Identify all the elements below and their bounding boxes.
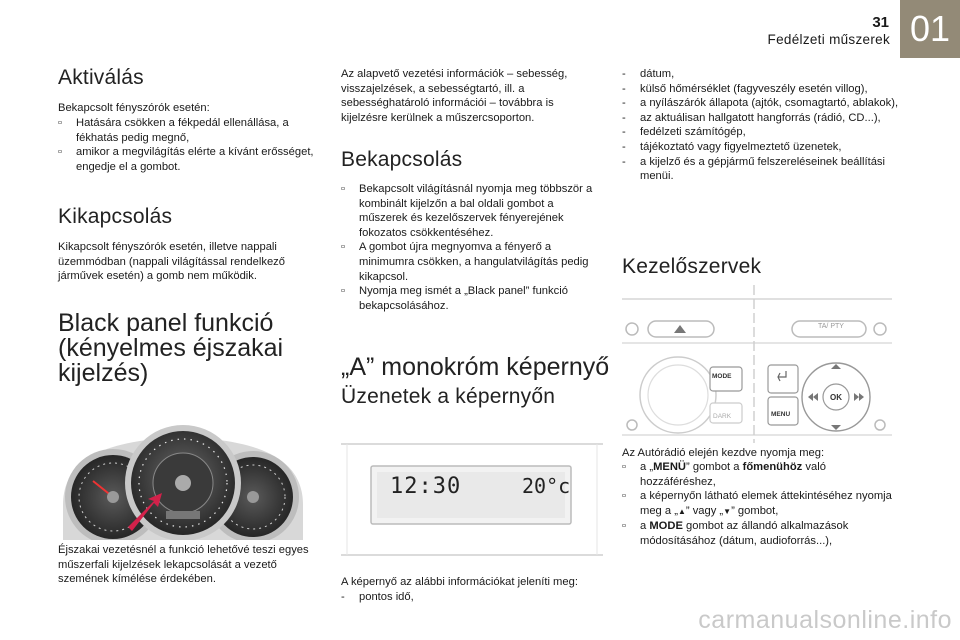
black-panel-caption: Éjszakai vezetésnél a funkció lehetővé teszi egyes műszerfali kijelzések lekapcsolását a vezető szemének kímélése érdekében. [58, 544, 309, 586]
chapter-tab: 01 [900, 0, 960, 58]
list-item: ▫ a MODE gombot az állandó alkalmazások módosításához (dátum, audioforrás...), [622, 520, 849, 547]
list-item: ▫ amikor a megvilágítás elérte a kívánt erősséget, engedje el a gombot. [58, 146, 314, 173]
screen-info-list [622, 67, 902, 184]
ta-pty-label: TA/ PTY [818, 323, 844, 330]
down-arrow-icon: ▼ [723, 506, 732, 516]
basic-info-text: Az alapvető vezetési információk – sebesség, visszajelzések, a sebességtartó, ill. a sebességhatároló információi – továbbra is kijelzésre kerülnek a műszercsoporton. [341, 68, 568, 124]
display-clock: 12:30 [390, 474, 462, 499]
list-item: - tájékoztató vagy figyelmeztető üzenetek, [622, 140, 842, 153]
dash-marker: - [341, 591, 345, 603]
dash-marker: - [622, 82, 626, 95]
list-item: ▫ A gombot újra megnyomva a fényerő a minimumra csökken, a hangulatvilágítás pedig kikapcsol. [341, 241, 589, 283]
mono-screen-heading: „A” monokróm képernyő [341, 353, 610, 381]
page-number: 31 [872, 14, 889, 31]
ok-label: OK [830, 393, 842, 402]
bullet-icon: ▫ [58, 117, 62, 129]
list-item: - pontos idő, [341, 591, 414, 603]
off-heading: Kikapcsolás [58, 205, 173, 228]
list-item: - az aktuálisan hallgatott hangforrás (rádió, CD...), [622, 111, 881, 124]
bullet-icon: ▫ [622, 490, 626, 503]
controls-heading: Kezelőszervek [622, 255, 762, 278]
radio-control-panel-illustration [622, 285, 892, 443]
up-arrow-icon: ▲ [677, 506, 686, 516]
activation-heading: Aktiválás [58, 66, 144, 89]
menu-label: MENU [771, 411, 791, 418]
watermark: carmanualsonline.info [698, 606, 952, 634]
mode-label: MODE [712, 373, 732, 380]
list-item: - a nyílászárók állapota (ajtók, csomagtartó, ablakok), [622, 97, 899, 110]
screen-info-intro: A képernyő az alábbi információkat jeleníti meg: [341, 576, 578, 588]
display-temperature: 20°c [522, 474, 571, 498]
dark-label: DARK [713, 413, 732, 420]
controls-list [622, 460, 894, 549]
list-item: ▫ Nyomja meg ismét a „Black panel” funkció bekapcsolásához. [341, 285, 568, 312]
list-item: - fedélzeti számítógép, [622, 126, 746, 139]
bullet-icon: ▫ [341, 183, 345, 195]
screen-info-list-start [341, 590, 603, 605]
bullet-icon: ▫ [622, 520, 626, 533]
dash-marker: - [622, 140, 626, 153]
dash-marker: - [622, 68, 626, 80]
dash-marker: - [622, 126, 626, 139]
controls-intro: Az Autórádió elején kezdve nyomja meg: [622, 447, 825, 459]
bullet-icon: ▫ [341, 285, 345, 298]
list-item: ▫ a képernyőn látható elemek áttekintéséhez nyomja meg a „▲” vagy „▼” gombot, [622, 490, 892, 517]
list-item: ▫ a „MENÜ” gombot a főmenühöz való hozzáféréshez, [622, 461, 826, 488]
list-item: ▫ Hatására csökken a fékpedál ellenállása, a fékhatás pedig megnő, [58, 117, 289, 144]
chapter-title: Fedélzeti műszerek [767, 32, 890, 47]
bullet-icon: ▫ [58, 146, 62, 159]
on-list [341, 182, 601, 313]
list-item: - külső hőmérséklet (fagyveszély esetén villog), [622, 82, 868, 95]
black-panel-heading: Black panel funkció (kényelmes éjszakai kijelzés) [58, 309, 284, 387]
on-heading: Bekapcsolás [341, 148, 463, 171]
off-text: Kikapcsolt fényszórók esetén, illetve nappali üzemmódban (nappali világítással rendelkező járművek esetén) a gomb nem működik. [58, 241, 285, 283]
dash-marker: - [622, 155, 626, 168]
list-item: - dátum, [622, 68, 675, 80]
dash-marker: - [622, 111, 626, 124]
activation-list [58, 116, 318, 174]
dash-marker: - [622, 97, 626, 110]
bullet-icon: ▫ [622, 461, 626, 473]
bullet-icon: ▫ [341, 241, 345, 254]
list-item: - a kijelző és a gépjármű felszereléseinek beállítási menüi. [622, 155, 886, 183]
instrument-cluster-illustration [58, 415, 308, 540]
list-item: ▫ Bekapcsolt világításnál nyomja meg többször a kombinált kijelzőn a bal oldali gombot a műszerek és kezelőszervek fényerejének fokozatos csökkentéséhez. [341, 183, 593, 239]
messages-heading: Üzenetek a képernyőn [341, 385, 556, 408]
activation-intro: Bekapcsolt fényszórók esetén: [58, 102, 210, 114]
